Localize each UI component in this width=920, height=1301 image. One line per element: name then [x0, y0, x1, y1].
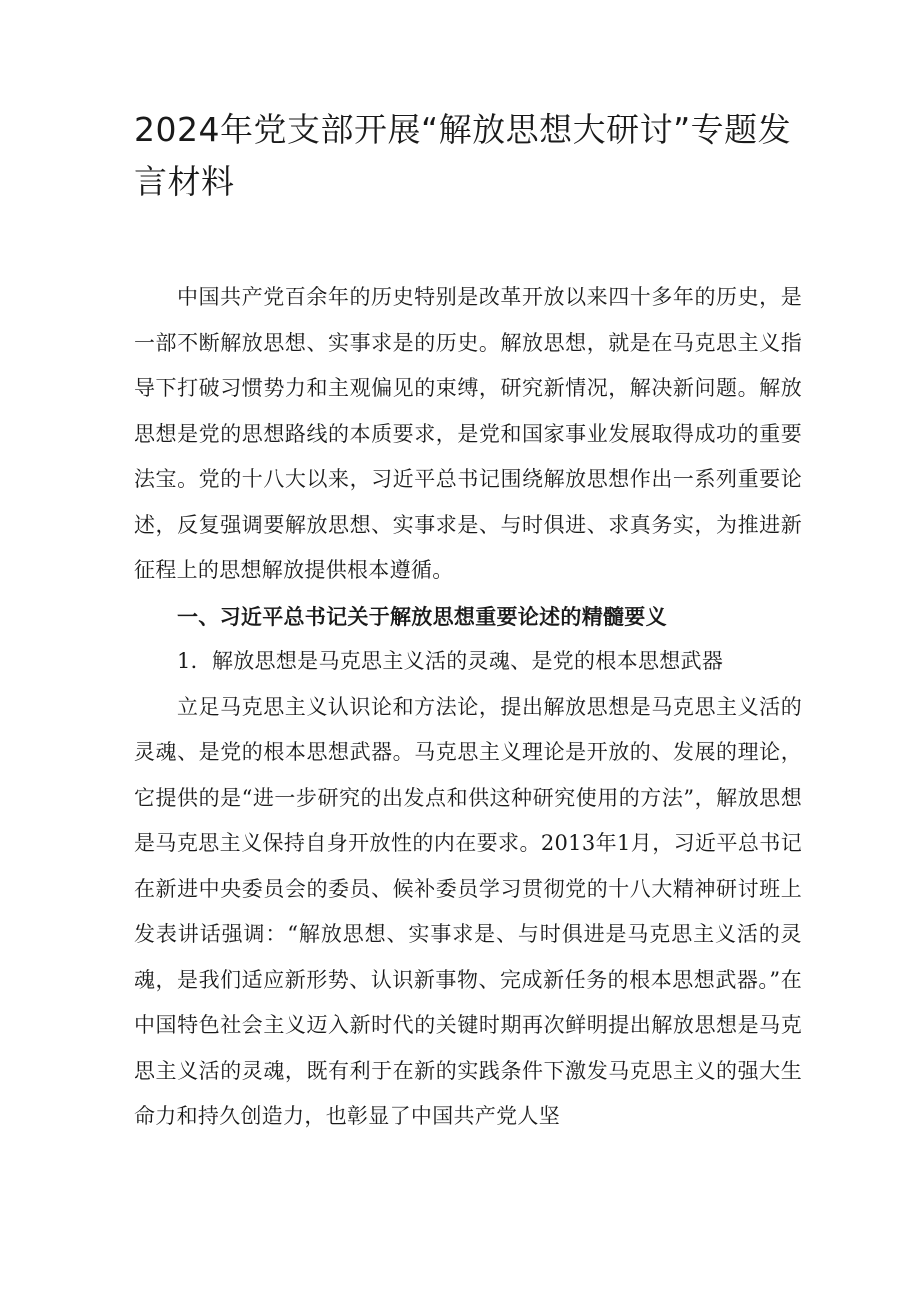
document-title: 2024年党支部开展“解放思想大研讨”专题发言材料: [134, 110, 792, 201]
subsection-heading: 1．解放思想是马克思主义活的灵魂、是党的根本思想武器: [177, 649, 724, 673]
body-paragraph: 立足马克思主义认识论和方法论，提出解放思想是马克思主义活的灵魂、是党的根本思想武器。马克思主义理论是开放的、发展的理论，它提供的是“进一步研究的出发点和供这种研究使用的方法”，解放思想是马克思主义保持自身开放性的内在要求。2013年1月，习近平总书记在新进中央委员会的委员、候补委员学习贯彻党的十八大精神研讨班上发表讲话强调：“解放思想、实事求是、与时俱进是马克思主义活的灵魂，是我们适应新形势、认识新事物、完成新任务的根本思想武器。”在中国特色社会主义迈入新时代的关键时期再次鲜明提出解放思想是马克思主义活的灵魂，既有利于在新的实践条件下激发马克思主义的强大生命力和持久创造力，也彰显了中国共产党人坚: [134, 694, 802, 1128]
section-heading: 一、习近平总书记关于解放思想重要论述的精髓要义: [177, 603, 667, 629]
intro-paragraph: 中国共产党百余年的历史特别是改革开放以来四十多年的历史，是一部不断解放思想、实事求是的历史。解放思想，就是在马克思主义指导下打破习惯势力和主观偏见的束缚，研究新情况，解决新问题。解放思想是党的思想路线的本质要求，是党和国家事业发展取得成功的重要法宝。党的十八大以来，习近平总书记围绕解放思想作出一系列重要论述，反复强调要解放思想、实事求是、与时俱进、求真务实，为推进新征程上的思想解放提供根本遵循。: [134, 285, 802, 582]
